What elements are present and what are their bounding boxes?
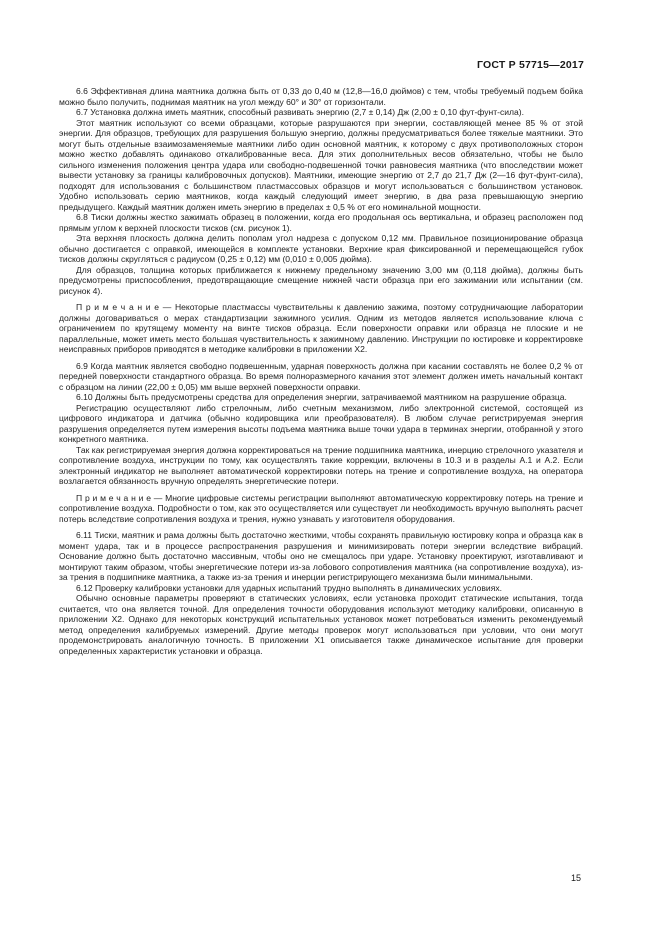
document-body <box>59 86 583 656</box>
paragraph-pendulum-usage: Этот маятник используют со всеми образцами, которые разрушаются при энергии, составляющей менее 85 % от этой энергии. Для образцов, требующих для разрушения большую энергию, должны предусматриваться более тяжелые маятники. Это могут быть отдельные взаимозаменяемые маятники либо один основной маятник, к которому с двух противоположных сторон можно жестко добавлять одинаково откалиброванные веса. Для этих дополнительных весов обязательно, чтобы не было сильного изменения положения центра удара или свободно-подвешенной точки равновесия маятника (что впоследствии может вывести установку за границы калибровочных допусков). Маятники, имеющие энергию от 2,7 до 21,7 Дж (2—16 фут-фунт-сила), подходят для использования с большинством пластмассовых образцов и могут использоваться с большинством установок. Удобно использовать серию маятников, когда каждый следующий имеет энергию, в два раза превышающую энергию предыдущего. Каждый маятник должен иметь энергию в пределах ± 0,5 % от его номинальной мощности. <box>59 117 583 212</box>
paragraph-6-7: 6.7 Установка должна иметь маятник, способный развивать энергию (2,7 ± 0,14) Дж (2,00 ± 0,10 фут-фунт-сила). <box>76 107 524 117</box>
paragraph-6-9: 6.9 Когда маятник является свободно подвешенным, ударная поверхность должна при касании составлять не более 0,2 % от передней поверхности стандартного образца. Во время полноразмерного качания этот элемент должен иметь начальный контакт с образцом на линии (22,00 ± 0,05) мм выше верхней поверхности оправки. <box>59 360 583 392</box>
paragraph-6-11: 6.11 Тиски, маятник и рама должны быть достаточно жесткими, чтобы сохранять правильную юстировку копра и образца как в момент удара, так и в процессе распространения разрушения и минимизировать потери энергии вследствие вибраций. Основание должно быть достаточно массивным, чтобы оно не смещалось при ударе. Установку проектируют, изготавливают и монтируют таким образом, чтобы энергетические потери из-за лобового сопротивления маятника (на сопротивление воздуха), из-за трения в подшипнике маятника, а также из-за трения и инерции регистрирующего механизма были минимальными. <box>59 530 583 582</box>
paragraph-calibration: Обычно основные параметры проверяют в статических условиях, если установка проходит статические испытания, тогда считается, что она является точной. Для определения точности оборудования используют методику калибровки, описанную в приложении X2. Однако для некоторых конструкций испытательных установок может потребоваться изменить рекомендуемый метод определения калибруемых измерений. Другие методы проверок могут использоваться при условии, что они могут продемонстрировать аналогичную точность. В приложении X1 описывается также динамическое испытание для проверки определенных характеристик установки и образца. <box>59 593 583 656</box>
document-id-header: ГОСТ Р 57715—2017 <box>476 59 584 71</box>
note-digital-systems: П р и м е ч а н и е — Многие цифровые системы регистрации выполняют автоматическую корректировку потерь на трение и сопротивление воздуха. Подробности о том, как это осуществляется или существует ли необходимость вручную выполнять расчет потерь вследствие сопротивления воздуха и трения, нужно узнавать у изготовителя оборудования. <box>59 492 583 524</box>
paragraph-registration: Регистрацию осуществляют либо стрелочным, либо счетным механизмом, либо электронной системой, состоящей из цифрового индикатора и датчика (обычно кодировщика или преобразователя). В любом случае регистрируемая энергия разрушения определяется путем измерения высоты подъема маятника выше точки удара в терминах энергии, отобранной у этого конкретного маятника. <box>59 402 583 444</box>
paragraph-6-6: 6.6 Эффективная длина маятника должна быть от 0,33 до 0,40 м (12,8—16,0 дюймов) с тем, чтобы требуемый подъем бойка можно было получить, поднимая маятник на угол между 60° и 30° от горизонтали. <box>59 86 583 107</box>
paragraph-6-12: 6.12 Проверку калибровки установки для ударных испытаний трудно выполнять в динамических условиях. <box>76 582 502 593</box>
paragraph-energy-correction: Так как регистрируемая энергия должна корректироваться на трение подшипника маятника, инерцию стрелочного указателя и сопротивление воздуха, инструкции по тому, как осуществлять такие коррекции, включены в 10.3 и в разделы А.1 и А.2. Если электронный индикатор не выполняет автоматической корректировки потерь на трение и сопротивление воздуха, на оператора возлагается обязанность вручную определять энергетические потери. <box>59 444 583 486</box>
page-number: 15 <box>570 873 581 883</box>
note-clamping-pressure: П р и м е ч а н и е — Некоторые пластмассы чувствительны к давлению зажима, поэтому сотрудничающие лаборатории должны договариваться о мерах стандартизации зажимного усилия. Одним из методов является использование ключа с ограничением по крутящему моменту на винте тисков образца. Если поверхности оправки или образца не плоские и не параллельные, может иметь место большая чувствительность к зажимному давлению. Инструкции по юстировке и корректировке неисправных приборов приводятся в методике калибровки в приложении X2. <box>59 302 583 354</box>
paragraph-top-plane: Эта верхняя плоскость должна делить пополам угол надреза с допуском 0,12 мм. Правильное позиционирование образца обычно достигается с оправкой, имеющейся в комплекте установки. Верхние края фиксированной и перемещающейся губок тисков должны скругляться с радиусом (0,25 ± 0,12) мм (0,010 ± 0,005 дюйма). <box>59 233 583 264</box>
paragraph-thin-specimens: Для образцов, толщина которых приближается к нижнему предельному значению 3,00 мм (0,118 дюйма), должны быть предусмотрены приспособления, предотвращающие смещение нижней части образца при его зажимании или испытании (см. рисунок 4). <box>59 264 583 296</box>
paragraph-6-10: 6.10 Должны быть предусмотрены средства для определения энергии, затрачиваемой маятником на разрушение образца. <box>76 392 567 402</box>
paragraph-6-8: 6.8 Тиски должны жестко зажимать образец в положении, когда его продольная ось вертикальна, и образец расположен под прямым углом к верхней плоскости тисков (см. рисунок 1). <box>59 212 583 233</box>
